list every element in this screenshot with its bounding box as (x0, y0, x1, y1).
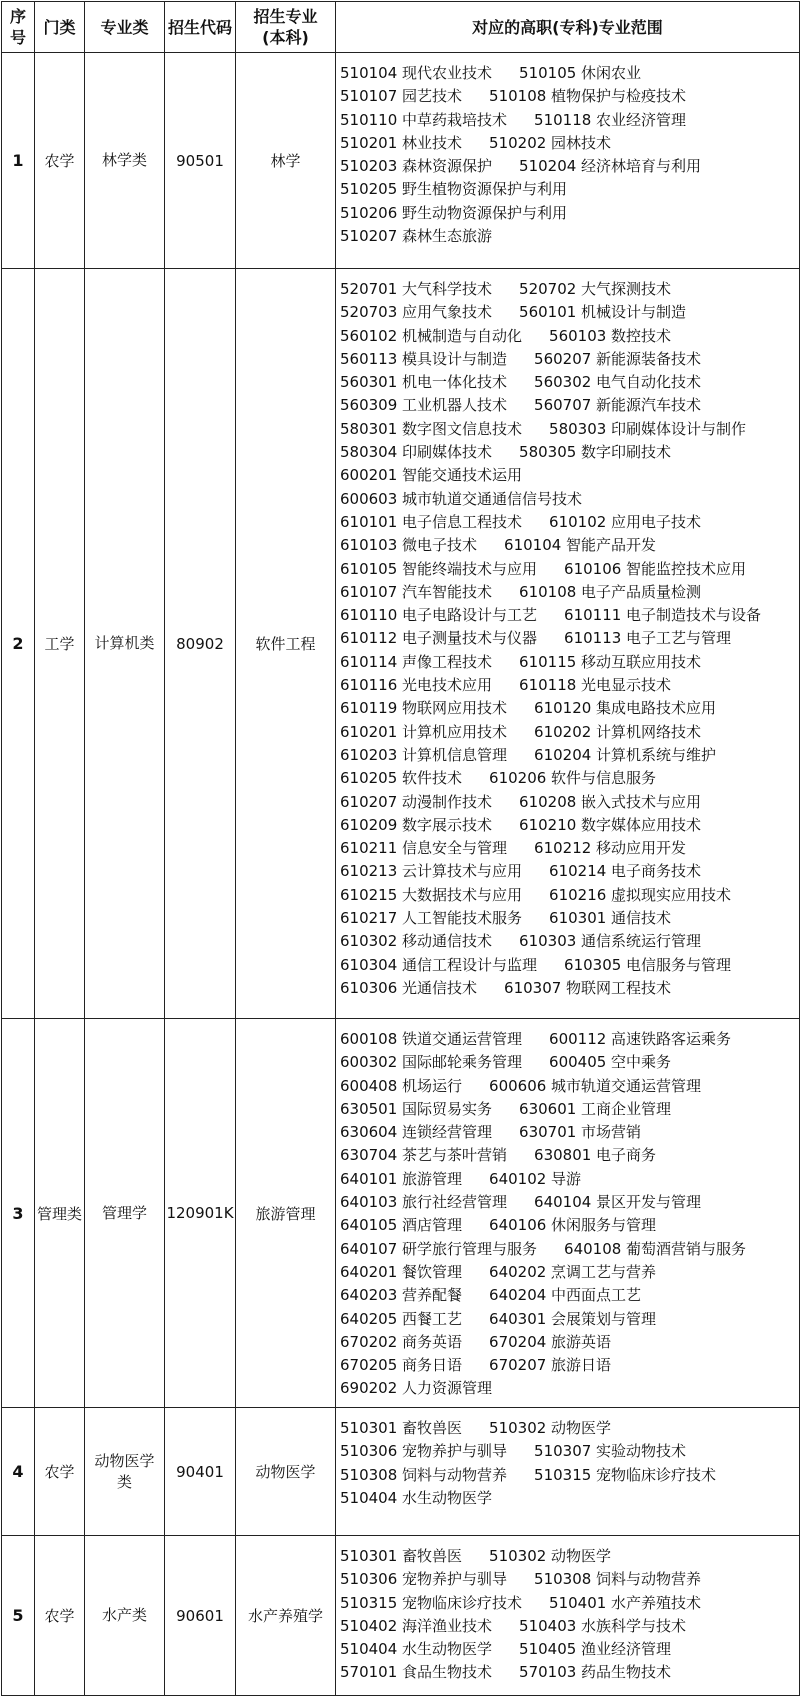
scope-item: 610111 电子制造技术与设备 (564, 606, 762, 625)
scope-item: 610114 声像工程技术 (340, 652, 493, 671)
scope-line (340, 301, 797, 324)
row-code: 90401 (165, 1408, 236, 1536)
scope-item: 510302 动物医学 (489, 1547, 612, 1565)
scope-item: 610216 虚拟现实应用技术 (549, 885, 732, 904)
scope-item: 600302 国际邮轮乘务管理 (340, 1053, 523, 1072)
scope-item: 560102 机械制造与自动化 (340, 326, 523, 345)
table-row (2, 269, 800, 1019)
scope-item: 670202 商务英语 (340, 1332, 463, 1351)
scope-item: 520703 应用气象技术 (340, 303, 493, 322)
scope-item: 600108 铁道交通运营管理 (340, 1030, 523, 1048)
row-discipline: 林学类 (85, 53, 165, 269)
scope-item: 610304 通信工程设计与监理 (340, 955, 538, 974)
scope-line (340, 954, 797, 977)
scope-line (340, 1568, 797, 1591)
scope-item: 610205 软件技术 (340, 769, 463, 788)
scope-item: 610208 嵌入式技术与应用 (519, 792, 702, 811)
row-seq: 5 (2, 1536, 35, 1696)
scope-item: 510402 海洋渔业技术 (340, 1616, 493, 1635)
scope-item: 600606 城市轨道交通运营管理 (489, 1076, 702, 1095)
scope-item: 510301 畜牧兽医 (340, 1419, 463, 1437)
scope-line (340, 930, 797, 953)
row-major: 软件工程 (236, 269, 336, 1019)
row-seq: 2 (2, 269, 35, 1019)
table-row (2, 53, 800, 269)
row-category: 农学 (35, 1408, 85, 1536)
scope-line (340, 1377, 797, 1400)
scope-item: 630604 连锁经营管理 (340, 1123, 493, 1142)
scope-item: 580305 数字印刷技术 (519, 443, 672, 462)
scope-item: 640203 营养配餐 (340, 1286, 463, 1305)
scope-item: 510201 林业技术 (340, 133, 463, 152)
scope-line (340, 604, 797, 627)
scope-line (340, 558, 797, 581)
scope-item: 610217 人工智能技术服务 (340, 909, 523, 928)
scope-item: 510204 经济林培育与利用 (519, 157, 702, 176)
scope-line (340, 1308, 797, 1331)
scope-item: 640105 酒店管理 (340, 1216, 463, 1235)
scope-item: 560707 新能源汽车技术 (534, 396, 702, 415)
scope-line (340, 225, 797, 248)
scope-item: 640201 餐饮管理 (340, 1262, 463, 1281)
scope-item: 510302 动物医学 (489, 1419, 612, 1437)
scope-line (340, 418, 797, 441)
scope-line (340, 488, 797, 511)
scope-line (340, 1354, 797, 1377)
row-scope (336, 53, 800, 269)
scope-item: 670204 旅游英语 (489, 1332, 612, 1351)
scope-item: 510306 宠物养护与驯导 (340, 1442, 508, 1461)
scope-line (340, 1545, 797, 1568)
scope-line (340, 325, 797, 348)
scope-item: 610106 智能监控技术应用 (564, 559, 747, 578)
scope-line (340, 202, 797, 225)
scope-line (340, 697, 797, 720)
scope-item: 610206 软件与信息服务 (489, 769, 657, 788)
header-code: 招生代码 (165, 2, 236, 53)
scope-line (340, 1051, 797, 1074)
scope-item: 570103 药品生物技术 (519, 1663, 672, 1682)
scope-item: 510315 宠物临床诊疗技术 (340, 1593, 523, 1612)
scope-line (340, 627, 797, 650)
row-category: 管理类 (35, 1019, 85, 1408)
scope-item: 630704 茶艺与茶叶营销 (340, 1146, 508, 1165)
scope-line (340, 1214, 797, 1237)
table-row (2, 1408, 800, 1536)
scope-line (340, 1331, 797, 1354)
scope-item: 630801 电子商务 (534, 1146, 657, 1165)
scope-item: 630501 国际贸易实务 (340, 1099, 493, 1118)
scope-item: 630601 工商企业管理 (519, 1099, 672, 1118)
row-code: 90601 (165, 1536, 236, 1696)
scope-item: 610207 动漫制作技术 (340, 792, 493, 811)
scope-item: 580301 数字图文信息技术 (340, 419, 523, 438)
scope-item: 560302 电气自动化技术 (534, 373, 702, 392)
header-seq: 序 号 (2, 2, 35, 53)
row-discipline: 计算机类 (85, 269, 165, 1019)
scope-line (340, 1238, 797, 1261)
scope-item: 570101 食品生物技术 (340, 1663, 493, 1682)
scope-item: 610214 电子商务技术 (549, 862, 702, 881)
table-row (2, 1536, 800, 1696)
scope-item: 600405 空中乘务 (549, 1053, 672, 1072)
scope-item: 610118 光电显示技术 (519, 676, 672, 695)
scope-item: 510308 饲料与动物营养 (340, 1465, 508, 1484)
scope-line (340, 1098, 797, 1121)
scope-line (340, 721, 797, 744)
row-scope (336, 1536, 800, 1696)
scope-line (340, 1440, 797, 1463)
scope-item: 600603 城市轨道交通通信信号技术 (340, 489, 583, 508)
scope-item: 560309 工业机器人技术 (340, 396, 508, 415)
scope-item: 610115 移动互联应用技术 (519, 652, 702, 671)
scope-line (340, 907, 797, 930)
scope-line (340, 1464, 797, 1487)
row-code: 80902 (165, 269, 236, 1019)
scope-item: 610303 通信系统运行管理 (519, 932, 702, 951)
row-seq: 1 (2, 53, 35, 269)
row-seq: 3 (2, 1019, 35, 1408)
scope-line (340, 178, 797, 201)
scope-item: 510404 水生动物医学 (340, 1640, 493, 1659)
scope-item: 510110 中草药栽培技术 (340, 110, 508, 129)
scope-item: 640202 烹调工艺与营养 (489, 1262, 657, 1281)
header-category: 门类 (35, 2, 85, 53)
scope-item: 600112 高速铁路客运乘务 (549, 1030, 732, 1048)
scope-line (340, 109, 797, 132)
scope-line (340, 837, 797, 860)
header-row (2, 2, 800, 53)
scope-line (340, 651, 797, 674)
row-discipline: 管理学 (85, 1019, 165, 1408)
scope-item: 610101 电子信息工程技术 (340, 512, 523, 531)
scope-item: 560103 数控技术 (549, 326, 672, 345)
scope-line (340, 394, 797, 417)
scope-item: 510108 植物保护与检疫技术 (489, 87, 687, 106)
scope-item: 610215 大数据技术与应用 (340, 885, 523, 904)
scope-line (340, 977, 797, 1000)
scope-item: 610211 信息安全与管理 (340, 839, 508, 858)
scope-item: 580303 印刷媒体设计与制作 (549, 419, 747, 438)
scope-item: 640108 葡萄酒营销与服务 (564, 1239, 747, 1258)
scope-item: 510205 野生植物资源保护与利用 (340, 180, 568, 199)
scope-item: 510118 农业经济管理 (534, 110, 687, 129)
scope-item: 560101 机械设计与制造 (519, 303, 687, 322)
scope-item: 610112 电子测量技术与仪器 (340, 629, 538, 648)
scope-item: 610116 光电技术应用 (340, 676, 493, 695)
scope-line (340, 511, 797, 534)
scope-item: 510104 现代农业技术 (340, 64, 493, 82)
scope-item: 610113 电子工艺与管理 (564, 629, 732, 648)
scope-item: 640204 中西面点工艺 (489, 1286, 642, 1305)
scope-item: 610301 通信技术 (549, 909, 672, 928)
scope-line (340, 534, 797, 557)
scope-line (340, 348, 797, 371)
scope-line (340, 371, 797, 394)
scope-line (340, 1592, 797, 1615)
header-scope: 对应的高职(专科)专业范围 (336, 2, 800, 53)
scope-line (340, 1261, 797, 1284)
row-discipline: 水产类 (85, 1536, 165, 1696)
scope-item: 510307 实验动物技术 (534, 1442, 687, 1461)
scope-item: 610210 数字媒体应用技术 (519, 815, 702, 834)
scope-item: 600408 机场运行 (340, 1076, 463, 1095)
scope-item: 610209 数字展示技术 (340, 815, 493, 834)
scope-item: 610105 智能终端技术与应用 (340, 559, 538, 578)
scope-item: 510404 水生动物医学 (340, 1488, 493, 1507)
row-category: 农学 (35, 53, 85, 269)
scope-line (340, 1144, 797, 1167)
scope-item: 640107 研学旅行管理与服务 (340, 1239, 538, 1258)
row-scope (336, 1019, 800, 1408)
scope-item: 510301 畜牧兽医 (340, 1547, 463, 1565)
scope-item: 580304 印刷媒体技术 (340, 443, 493, 462)
scope-line (340, 860, 797, 883)
scope-item: 610204 计算机系统与维护 (534, 745, 717, 764)
scope-item: 610213 云计算技术与应用 (340, 862, 523, 881)
scope-line (340, 1284, 797, 1307)
scope-item: 510202 园林技术 (489, 133, 612, 152)
scope-item: 520702 大气探测技术 (519, 280, 672, 298)
scope-item: 640101 旅游管理 (340, 1169, 463, 1188)
scope-item: 610108 电子产品质量检测 (519, 582, 702, 601)
scope-item: 600201 智能交通技术运用 (340, 466, 523, 485)
scope-item: 610104 智能产品开发 (504, 536, 657, 555)
scope-line (340, 791, 797, 814)
header-major: 招生专业 (本科) (236, 2, 336, 53)
scope-item: 640102 导游 (489, 1169, 582, 1188)
row-code: 90501 (165, 53, 236, 269)
scope-item: 610212 移动应用开发 (534, 839, 687, 858)
scope-item: 670205 商务日语 (340, 1356, 463, 1375)
scope-line (340, 1191, 797, 1214)
scope-item: 560301 机电一体化技术 (340, 373, 508, 392)
scope-item: 610305 电信服务与管理 (564, 955, 732, 974)
scope-item: 640106 休闲服务与管理 (489, 1216, 657, 1235)
scope-line (340, 1075, 797, 1098)
scope-line (340, 464, 797, 487)
table-row (2, 1019, 800, 1408)
scope-item: 610302 移动通信技术 (340, 932, 493, 951)
row-major: 旅游管理 (236, 1019, 336, 1408)
scope-item: 610102 应用电子技术 (549, 512, 702, 531)
scope-item: 610202 计算机网络技术 (534, 722, 702, 741)
scope-item: 690202 人力资源管理 (340, 1379, 493, 1398)
scope-line (340, 1417, 797, 1440)
row-category: 工学 (35, 269, 85, 1019)
scope-item: 670207 旅游日语 (489, 1356, 612, 1375)
scope-item: 510206 野生动物资源保护与利用 (340, 203, 568, 222)
scope-item: 510308 饲料与动物营养 (534, 1570, 702, 1589)
row-discipline: 动物医学类 (85, 1408, 165, 1536)
scope-item: 640104 景区开发与管理 (534, 1193, 702, 1212)
scope-line (340, 155, 797, 178)
scope-item: 560207 新能源装备技术 (534, 349, 702, 368)
scope-item: 610306 光通信技术 (340, 978, 478, 997)
scope-item: 510401 水产养殖技术 (549, 1593, 702, 1612)
scope-line (340, 581, 797, 604)
scope-item: 520701 大气科学技术 (340, 280, 493, 298)
major-mapping-table (1, 1, 800, 1696)
scope-item: 610120 集成电路技术应用 (534, 699, 717, 718)
scope-line (340, 1638, 797, 1661)
scope-item: 510107 园艺技术 (340, 87, 463, 106)
scope-item: 640103 旅行社经营管理 (340, 1193, 508, 1212)
scope-item: 630701 市场营销 (519, 1123, 642, 1142)
scope-item: 510403 水族科学与技术 (519, 1616, 687, 1635)
scope-item: 610203 计算机信息管理 (340, 745, 508, 764)
row-code: 120901K (165, 1019, 236, 1408)
scope-line (340, 1121, 797, 1144)
scope-item: 510207 森林生态旅游 (340, 227, 493, 246)
scope-line (340, 674, 797, 697)
scope-line (340, 814, 797, 837)
scope-line (340, 767, 797, 790)
scope-line (340, 1615, 797, 1638)
scope-line (340, 441, 797, 464)
scope-line (340, 1168, 797, 1191)
row-scope (336, 269, 800, 1019)
row-seq: 4 (2, 1408, 35, 1536)
scope-line (340, 278, 797, 301)
scope-item: 610201 计算机应用技术 (340, 722, 508, 741)
scope-line (340, 62, 797, 85)
scope-item: 510315 宠物临床诊疗技术 (534, 1465, 717, 1484)
scope-line (340, 85, 797, 108)
scope-line (340, 884, 797, 907)
scope-item: 510405 渔业经济管理 (519, 1640, 672, 1659)
row-major: 林学 (236, 53, 336, 269)
scope-item: 610103 微电子技术 (340, 536, 478, 555)
row-major: 动物医学 (236, 1408, 336, 1536)
scope-item: 510203 森林资源保护 (340, 157, 493, 176)
scope-line (340, 744, 797, 767)
row-major: 水产养殖学 (236, 1536, 336, 1696)
header-discipline: 专业类 (85, 2, 165, 53)
scope-line (340, 1661, 797, 1684)
scope-item: 640205 西餐工艺 (340, 1309, 463, 1328)
scope-line (340, 1487, 797, 1510)
scope-line (340, 1028, 797, 1051)
scope-item: 510306 宠物养护与驯导 (340, 1570, 508, 1589)
row-scope (336, 1408, 800, 1536)
scope-item: 610110 电子电路设计与工艺 (340, 606, 538, 625)
scope-line (340, 132, 797, 155)
scope-item: 610307 物联网工程技术 (504, 978, 672, 997)
scope-item: 560113 模具设计与制造 (340, 349, 508, 368)
row-category: 农学 (35, 1536, 85, 1696)
scope-item: 610119 物联网应用技术 (340, 699, 508, 718)
scope-item: 610107 汽车智能技术 (340, 582, 493, 601)
scope-item: 640301 会展策划与管理 (489, 1309, 657, 1328)
scope-item: 510105 休闲农业 (519, 64, 642, 82)
